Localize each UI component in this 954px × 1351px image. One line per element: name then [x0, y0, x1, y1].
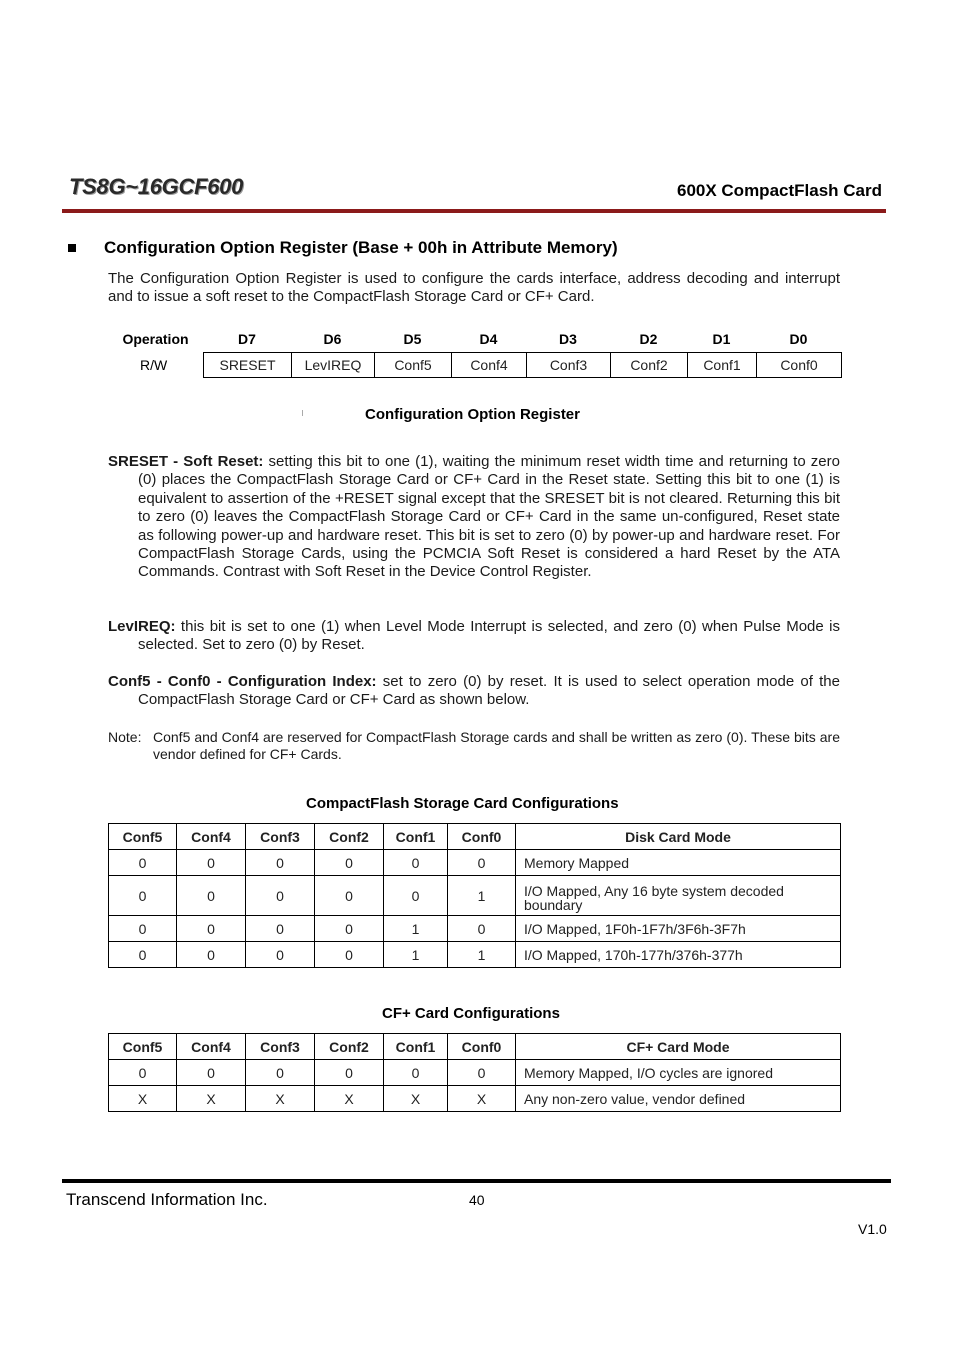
register-field-cell: Conf4	[452, 353, 527, 378]
document-version: V1.0	[858, 1221, 887, 1237]
register-field-cell: SRESET	[204, 353, 292, 378]
table-cell: 0	[109, 876, 177, 916]
register-bit-header: D5	[403, 331, 422, 347]
config-index-text: set to zero (0) by reset. It is used to select operation mode of the CompactFlash Storage Card or CF+ Card as shown below.	[138, 673, 840, 709]
table-cell: 0	[315, 1060, 384, 1086]
table-cell: 0	[177, 1060, 246, 1086]
table-header-cell: CF+ Card Mode	[516, 1034, 841, 1060]
config-index-definition	[108, 673, 840, 710]
table-header-cell: Conf2	[315, 824, 384, 850]
table-cell: 1	[448, 942, 516, 968]
register-field-cell: LevIREQ	[292, 353, 375, 378]
document-subtitle: 600X CompactFlash Card	[676, 181, 882, 200]
register-field-cell: Conf0	[757, 353, 842, 378]
table-cell: 0	[315, 850, 384, 876]
table-cell: 0	[246, 1060, 315, 1086]
table-cell: I/O Mapped, 1F0h-1F7h/3F6h-3F7h	[516, 916, 841, 942]
table-cell: 0	[448, 916, 516, 942]
table-cell: 0	[177, 850, 246, 876]
levireq-definition	[108, 618, 840, 655]
table-cell: 0	[177, 916, 246, 942]
table-header-cell: Conf2	[315, 1034, 384, 1060]
note-text: Conf5 and Conf4 are reserved for CompactFlash Storage cards and shall be written as zero (0). These bits are vendor defined for CF+ Cards.	[153, 729, 840, 762]
table-cell: X	[246, 1086, 315, 1112]
register-operation-header: Operation	[122, 331, 189, 347]
sreset-term: SRESET - Soft Reset:	[108, 453, 264, 470]
table-cell: Memory Mapped, I/O cycles are ignored	[516, 1060, 841, 1086]
table-cell: 0	[109, 916, 177, 942]
document-title: TS8G~16GCF600	[69, 174, 244, 199]
table-header-cell: Conf1	[384, 824, 448, 850]
table-cell: 1	[384, 916, 448, 942]
table-row	[109, 1060, 841, 1086]
table-header-cell: Conf5	[109, 1034, 177, 1060]
table-row	[109, 876, 841, 916]
square-bullet-icon	[68, 244, 76, 252]
register-field-cell: Conf2	[611, 353, 688, 378]
table-header-cell: Conf1	[384, 1034, 448, 1060]
register-bit-header: D2	[639, 331, 658, 347]
table-header-cell: Conf0	[448, 1034, 516, 1060]
table-cell: 0	[448, 850, 516, 876]
sreset-definition	[108, 453, 840, 582]
page-number: 40	[469, 1192, 485, 1208]
table-cell: 0	[315, 916, 384, 942]
section-heading: Configuration Option Register (Base + 00h in Attribute Memory)	[104, 238, 618, 257]
table-cell: Any non-zero value, vendor defined	[516, 1086, 841, 1112]
table-cell: 0	[246, 876, 315, 916]
register-bit-header: D7	[238, 331, 256, 347]
table-header-cell: Conf3	[246, 824, 315, 850]
table-cell: 0	[448, 1060, 516, 1086]
table-row	[109, 942, 841, 968]
register-bit-header: D4	[479, 331, 498, 347]
register-bit-header: D6	[323, 331, 342, 347]
table-header-cell: Conf4	[177, 1034, 246, 1060]
table-row	[109, 850, 841, 876]
register-bit-header: D1	[712, 331, 731, 347]
table-cell: 0	[177, 876, 246, 916]
register-field-cell: Conf3	[527, 353, 611, 378]
table-cell: 0	[109, 942, 177, 968]
table-cell: 1	[384, 942, 448, 968]
table-cell: X	[315, 1086, 384, 1112]
table-cell: 0	[246, 850, 315, 876]
table-cell: Memory Mapped	[516, 850, 841, 876]
table-cell: 0	[109, 1060, 177, 1086]
scan-mark	[302, 410, 303, 416]
table-cell: 0	[177, 942, 246, 968]
config-index-term: Conf5 - Conf0 - Configuration Index:	[108, 673, 377, 690]
table-cell: 0	[315, 942, 384, 968]
note-label: Note:	[108, 729, 142, 745]
table-cell: 0	[246, 916, 315, 942]
levireq-term: LevIREQ:	[108, 618, 176, 635]
table-cell: X	[109, 1086, 177, 1112]
header-rule	[62, 209, 886, 213]
table-header-cell: Conf4	[177, 824, 246, 850]
cfplus-config-table	[108, 1033, 841, 1112]
table-header-cell: Disk Card Mode	[516, 824, 841, 850]
table-header-cell: Conf5	[109, 824, 177, 850]
register-bit-header: D0	[789, 331, 808, 347]
storage-table-caption: CompactFlash Storage Card Configurations	[306, 795, 619, 812]
table-cell: X	[384, 1086, 448, 1112]
cfplus-table-caption: CF+ Card Configurations	[382, 1005, 560, 1022]
table-cell: X	[177, 1086, 246, 1112]
footer-company: Transcend Information Inc.	[66, 1190, 268, 1209]
sreset-text: setting this bit to one (1), waiting the minimum reset width time and returning to zero (0) places the CompactFlash Storage Card or CF+ Card in the Reset state. Setting this bit to one (1) is equivalent to assertion of the +RESET signal except that the SRESET bit is not cleared. Returning this bit to zero (0) leaves the CompactFlash Storage Card or CF+ Card in the same un-configured, Reset state as following power-up and hardware reset. This bit is set to zero (0) by power-up and hardware reset. For CompactFlash Storage Cards, using the PCMCIA Soft Reset is considered a hard Reset by the ATA Commands. Contrast with Soft Reset in the Device Control Register.	[138, 453, 840, 581]
register-field-cell: Conf1	[688, 353, 757, 378]
storage-config-table	[108, 823, 841, 968]
table-cell: X	[448, 1086, 516, 1112]
table-cell: 0	[315, 876, 384, 916]
register-field-cell: Conf5	[375, 353, 452, 378]
intro-paragraph: The Configuration Option Register is used to configure the cards interface, address decoding and interrupt and to issue a soft reset to the CompactFlash Storage Card or CF+ Card.	[108, 270, 840, 306]
table-cell: I/O Mapped, Any 16 byte system decoded boundary	[516, 876, 841, 916]
table-header-cell: Conf3	[246, 1034, 315, 1060]
table-cell: I/O Mapped, 170h-177h/376h-377h	[516, 942, 841, 968]
table-cell: 0	[384, 1060, 448, 1086]
table-cell: 0	[384, 876, 448, 916]
table-cell: 1	[448, 876, 516, 916]
table-header-cell: Conf0	[448, 824, 516, 850]
register-field-table	[203, 352, 842, 378]
table-cell: 0	[109, 850, 177, 876]
footer-rule	[62, 1179, 891, 1183]
register-caption: Configuration Option Register	[365, 406, 580, 423]
table-cell: 0	[384, 850, 448, 876]
register-rw-label: R/W	[140, 357, 168, 373]
table-row	[109, 916, 841, 942]
table-row	[109, 1086, 841, 1112]
levireq-text: this bit is set to one (1) when Level Mode Interrupt is selected, and zero (0) when Pulse Mode is selected. Set to zero (0) by Reset.	[138, 618, 840, 654]
register-bit-header: D3	[559, 331, 577, 347]
table-cell: 0	[246, 942, 315, 968]
